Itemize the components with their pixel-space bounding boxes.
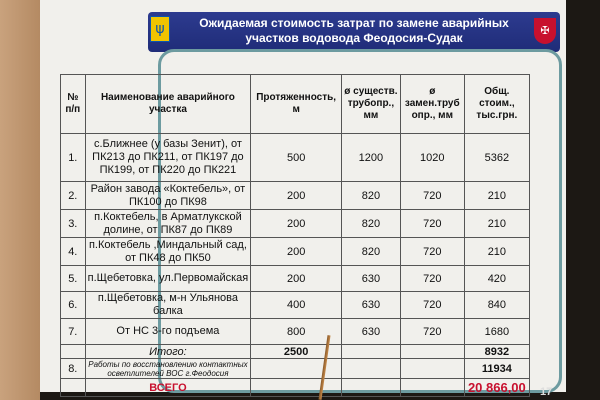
row-name: От НС 3-го подъема bbox=[85, 319, 251, 345]
row-name: п.Щебетовка, ул.Первомайская bbox=[85, 266, 251, 292]
row-replacement-diameter: 720 bbox=[400, 266, 464, 292]
row-cost: 1680 bbox=[464, 319, 529, 345]
itogo-length: 2500 bbox=[251, 345, 342, 359]
header-total-cost: Общ. стоим., тыс.грн. bbox=[464, 75, 529, 134]
slide-header bbox=[148, 12, 560, 52]
row-cost: 420 bbox=[464, 266, 529, 292]
crimea-crest-icon: ✠ bbox=[534, 18, 556, 44]
row-existing-diameter: 630 bbox=[342, 266, 401, 292]
row-number: 4. bbox=[61, 238, 86, 266]
vsego-row bbox=[61, 379, 530, 397]
row-existing-diameter: 630 bbox=[342, 319, 401, 345]
row-number: 1. bbox=[61, 134, 86, 182]
table-row bbox=[61, 134, 530, 182]
row-number: 3. bbox=[61, 210, 86, 238]
table-header-row bbox=[61, 75, 530, 134]
header-existing-diameter: ø существ. трубопр., мм bbox=[342, 75, 401, 134]
row-existing-diameter: 820 bbox=[342, 182, 401, 210]
table-row bbox=[61, 238, 530, 266]
row-empty-cell bbox=[400, 359, 464, 379]
row-replacement-diameter: 720 bbox=[400, 182, 464, 210]
row-name: п.Коктебель ,Миндальный сад, от ПК48 до ПК50 bbox=[85, 238, 251, 266]
row-name: п.Щебетовка, м-н Ульянова балка bbox=[85, 292, 251, 319]
row-number: 5. bbox=[61, 266, 86, 292]
row-cost: 210 bbox=[464, 182, 529, 210]
table-row bbox=[61, 182, 530, 210]
row-name: Работы по восстановлению контактных осветлителей ВОС г.Феодосия bbox=[85, 359, 251, 379]
row-replacement-diameter: 720 bbox=[400, 210, 464, 238]
itogo-empty-cell bbox=[400, 345, 464, 359]
itogo-cost: 8932 bbox=[464, 345, 529, 359]
header-length: Протяженность, м bbox=[251, 75, 342, 134]
header-name: Наименование аварийного участка bbox=[85, 75, 251, 134]
row-length: 400 bbox=[251, 292, 342, 319]
ukraine-emblem-icon: ψ bbox=[150, 16, 170, 42]
itogo-number-cell bbox=[61, 345, 86, 359]
itogo-row bbox=[61, 345, 530, 359]
itogo-empty-cell bbox=[342, 345, 401, 359]
row-length: 200 bbox=[251, 210, 342, 238]
row-cost: 5362 bbox=[464, 134, 529, 182]
row-name: с.Ближнее (у базы Зенит), от ПК213 до ПК211, от ПК197 до ПК199, от ПК220 до ПК221 bbox=[85, 134, 251, 182]
header-replacement-diameter: ø замен.труб опр., мм bbox=[400, 75, 464, 134]
row-8 bbox=[61, 359, 530, 379]
row-existing-diameter: 820 bbox=[342, 238, 401, 266]
slide-title: Ожидаемая стоимость затрат по замене аварийных участков водовода Феодосия-Судак bbox=[199, 16, 509, 45]
itogo-label: Итого: bbox=[85, 345, 251, 359]
vsego-empty-cell bbox=[342, 379, 401, 397]
table-row bbox=[61, 319, 530, 345]
row-cost: 11934 bbox=[464, 359, 529, 379]
table-row bbox=[61, 266, 530, 292]
table-row bbox=[61, 292, 530, 319]
row-length: 200 bbox=[251, 266, 342, 292]
row-number: 2. bbox=[61, 182, 86, 210]
row-length: 800 bbox=[251, 319, 342, 345]
page-number: 17 bbox=[540, 386, 553, 398]
header-number: № п/п bbox=[61, 75, 86, 134]
vsego-empty-cell bbox=[400, 379, 464, 397]
row-length: 500 bbox=[251, 134, 342, 182]
vsego-cost: 20 866,00 bbox=[464, 379, 529, 397]
row-length: 200 bbox=[251, 182, 342, 210]
row-existing-diameter: 1200 bbox=[342, 134, 401, 182]
row-cost: 840 bbox=[464, 292, 529, 319]
vsego-empty-cell bbox=[251, 379, 342, 397]
row-length: 200 bbox=[251, 238, 342, 266]
row-replacement-diameter: 1020 bbox=[400, 134, 464, 182]
vsego-label: ВСЕГО bbox=[85, 379, 251, 397]
row-replacement-diameter: 720 bbox=[400, 319, 464, 345]
row-existing-diameter: 820 bbox=[342, 210, 401, 238]
row-existing-diameter: 630 bbox=[342, 292, 401, 319]
row-cost: 210 bbox=[464, 210, 529, 238]
row-replacement-diameter: 720 bbox=[400, 292, 464, 319]
row-number: 7. bbox=[61, 319, 86, 345]
row-name: п.Коктебель, в Арматлукской долине, от ПК87 до ПК89 bbox=[85, 210, 251, 238]
table-row bbox=[61, 210, 530, 238]
row-empty-cell bbox=[251, 359, 342, 379]
row-number: 8. bbox=[61, 359, 86, 379]
wall-background bbox=[0, 0, 40, 400]
row-number: 6. bbox=[61, 292, 86, 319]
row-empty-cell bbox=[342, 359, 401, 379]
row-name: Район завода «Коктебель», от ПК100 до ПК98 bbox=[85, 182, 251, 210]
vsego-empty-cell bbox=[61, 379, 86, 397]
row-replacement-diameter: 720 bbox=[400, 238, 464, 266]
row-cost: 210 bbox=[464, 238, 529, 266]
cost-table bbox=[60, 74, 530, 397]
